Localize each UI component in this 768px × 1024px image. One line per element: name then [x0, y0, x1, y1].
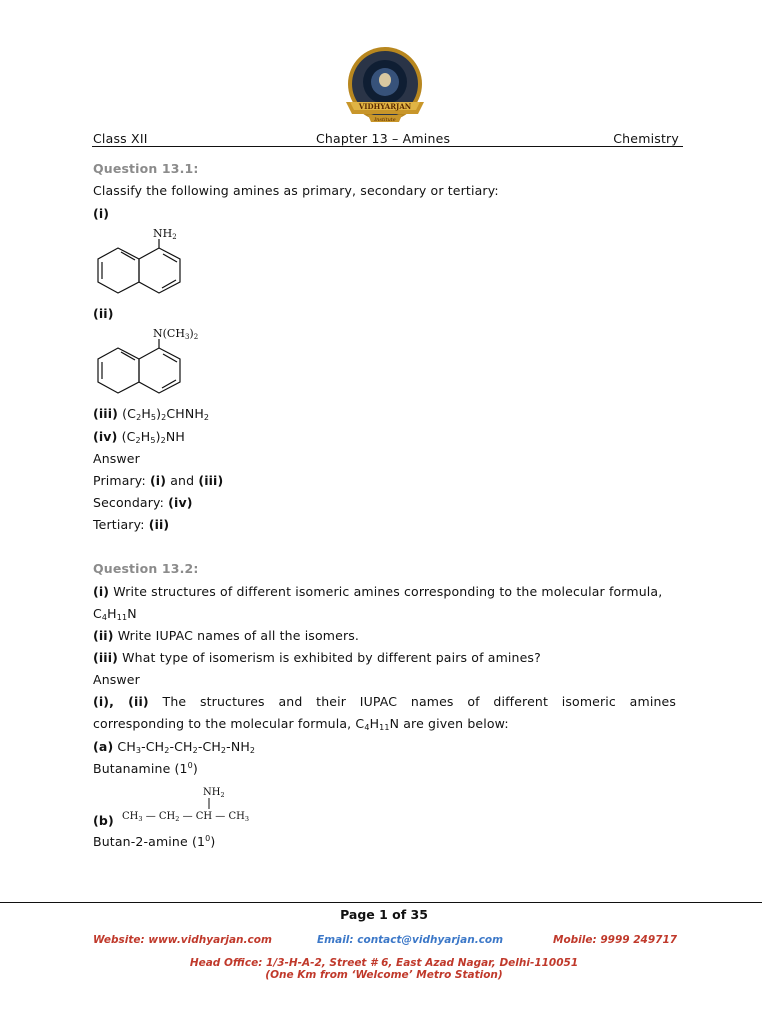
answer-label-2: Answer: [93, 672, 140, 687]
svg-text:Institute: Institute: [374, 117, 396, 123]
naphthylamine-structure: [93, 225, 193, 303]
header-subject: Chemistry: [613, 131, 679, 146]
answer-tertiary: Tertiary: (ii): [93, 517, 170, 532]
q2-formula: $C_4H_{11}N$: [93, 606, 137, 622]
answer-secondary: Secondary: (iv): [93, 495, 193, 510]
svg-text:NH2: $NH_2$: [203, 787, 225, 799]
q2-part-iii: (iii) What type of isomerism is exhibited by different pairs of amines?: [93, 650, 541, 665]
answer-intro-line2: corresponding to the molecular formula, $C_4H_{11}N$ are given below:: [93, 716, 509, 732]
answer-primary: Primary: (i) and (iii): [93, 473, 224, 488]
q2-part-ii: (ii) Write IUPAC names of all the isomers.: [93, 628, 360, 643]
structure-a: (a) $CH_3-CH_2-CH_2-CH_2-NH_2$: [93, 739, 256, 755]
svg-text:N(CH3)2: N(CH3)2: [153, 327, 199, 341]
header-class: Class XII: [93, 131, 148, 146]
institute-logo: [344, 46, 426, 130]
item-iii: (iii) $(C_2H_5)_2CHNH_2$: [93, 406, 210, 422]
q2-part-i: (i) Write structures of different isomeric amines corresponding to the molecular formula,: [93, 584, 663, 599]
item-iv: (iv) $(C_2H_5)_2NH$: [93, 429, 185, 445]
page-number: Page 1 of 35: [340, 907, 428, 922]
email-link[interactable]: Email: contact@vidhyarjan.com: [317, 934, 504, 946]
item-i-label: (i): [93, 206, 110, 221]
question-13-2-title: Question 13.2:: [93, 561, 199, 576]
item-ii-label: (ii): [93, 306, 114, 321]
svg-text:CH3 — CH2 — CH — CH3: $CH_3$ — $CH_2$ — CH — $CH_3$: [122, 811, 249, 823]
name-b: Butan-2-amine $(1^0)$: [93, 834, 216, 849]
svg-text:VIDHYARJAN: VIDHYARJAN: [358, 102, 412, 111]
answer-label-1: Answer: [93, 451, 140, 466]
head-office-address: Head Office: 1/3-H-A-2, Street # 6, East Azad Nagar, Delhi-110051: [189, 957, 579, 969]
footer-divider: [0, 902, 762, 903]
page-header: [93, 131, 683, 147]
name-a: Butanamine $(1^0)$: [93, 761, 198, 776]
header-divider: [92, 146, 683, 147]
mobile-number: Mobile: 9999 249717: [553, 934, 678, 946]
header-chapter: Chapter 13 – Amines: [316, 131, 451, 146]
head-office-landmark: (One Km from ‘Welcome’ Metro Station): [265, 969, 503, 981]
question-13-1-title: Question 13.1:: [93, 161, 199, 176]
website-link[interactable]: Website: www.vidhyarjan.com: [93, 934, 272, 946]
butan-2-amine-structure: [118, 783, 268, 825]
svg-text:NH2: NH2: [153, 227, 177, 241]
dimethylnaphthylamine-structure: [93, 325, 213, 401]
answer-intro-line1: (i), (ii) The structures and their IUPAC names of different isomeric amines: [93, 694, 677, 709]
structure-b-label: (b): [93, 813, 114, 828]
question-13-1-prompt: Classify the following amines as primary, secondary or tertiary:: [93, 183, 499, 198]
